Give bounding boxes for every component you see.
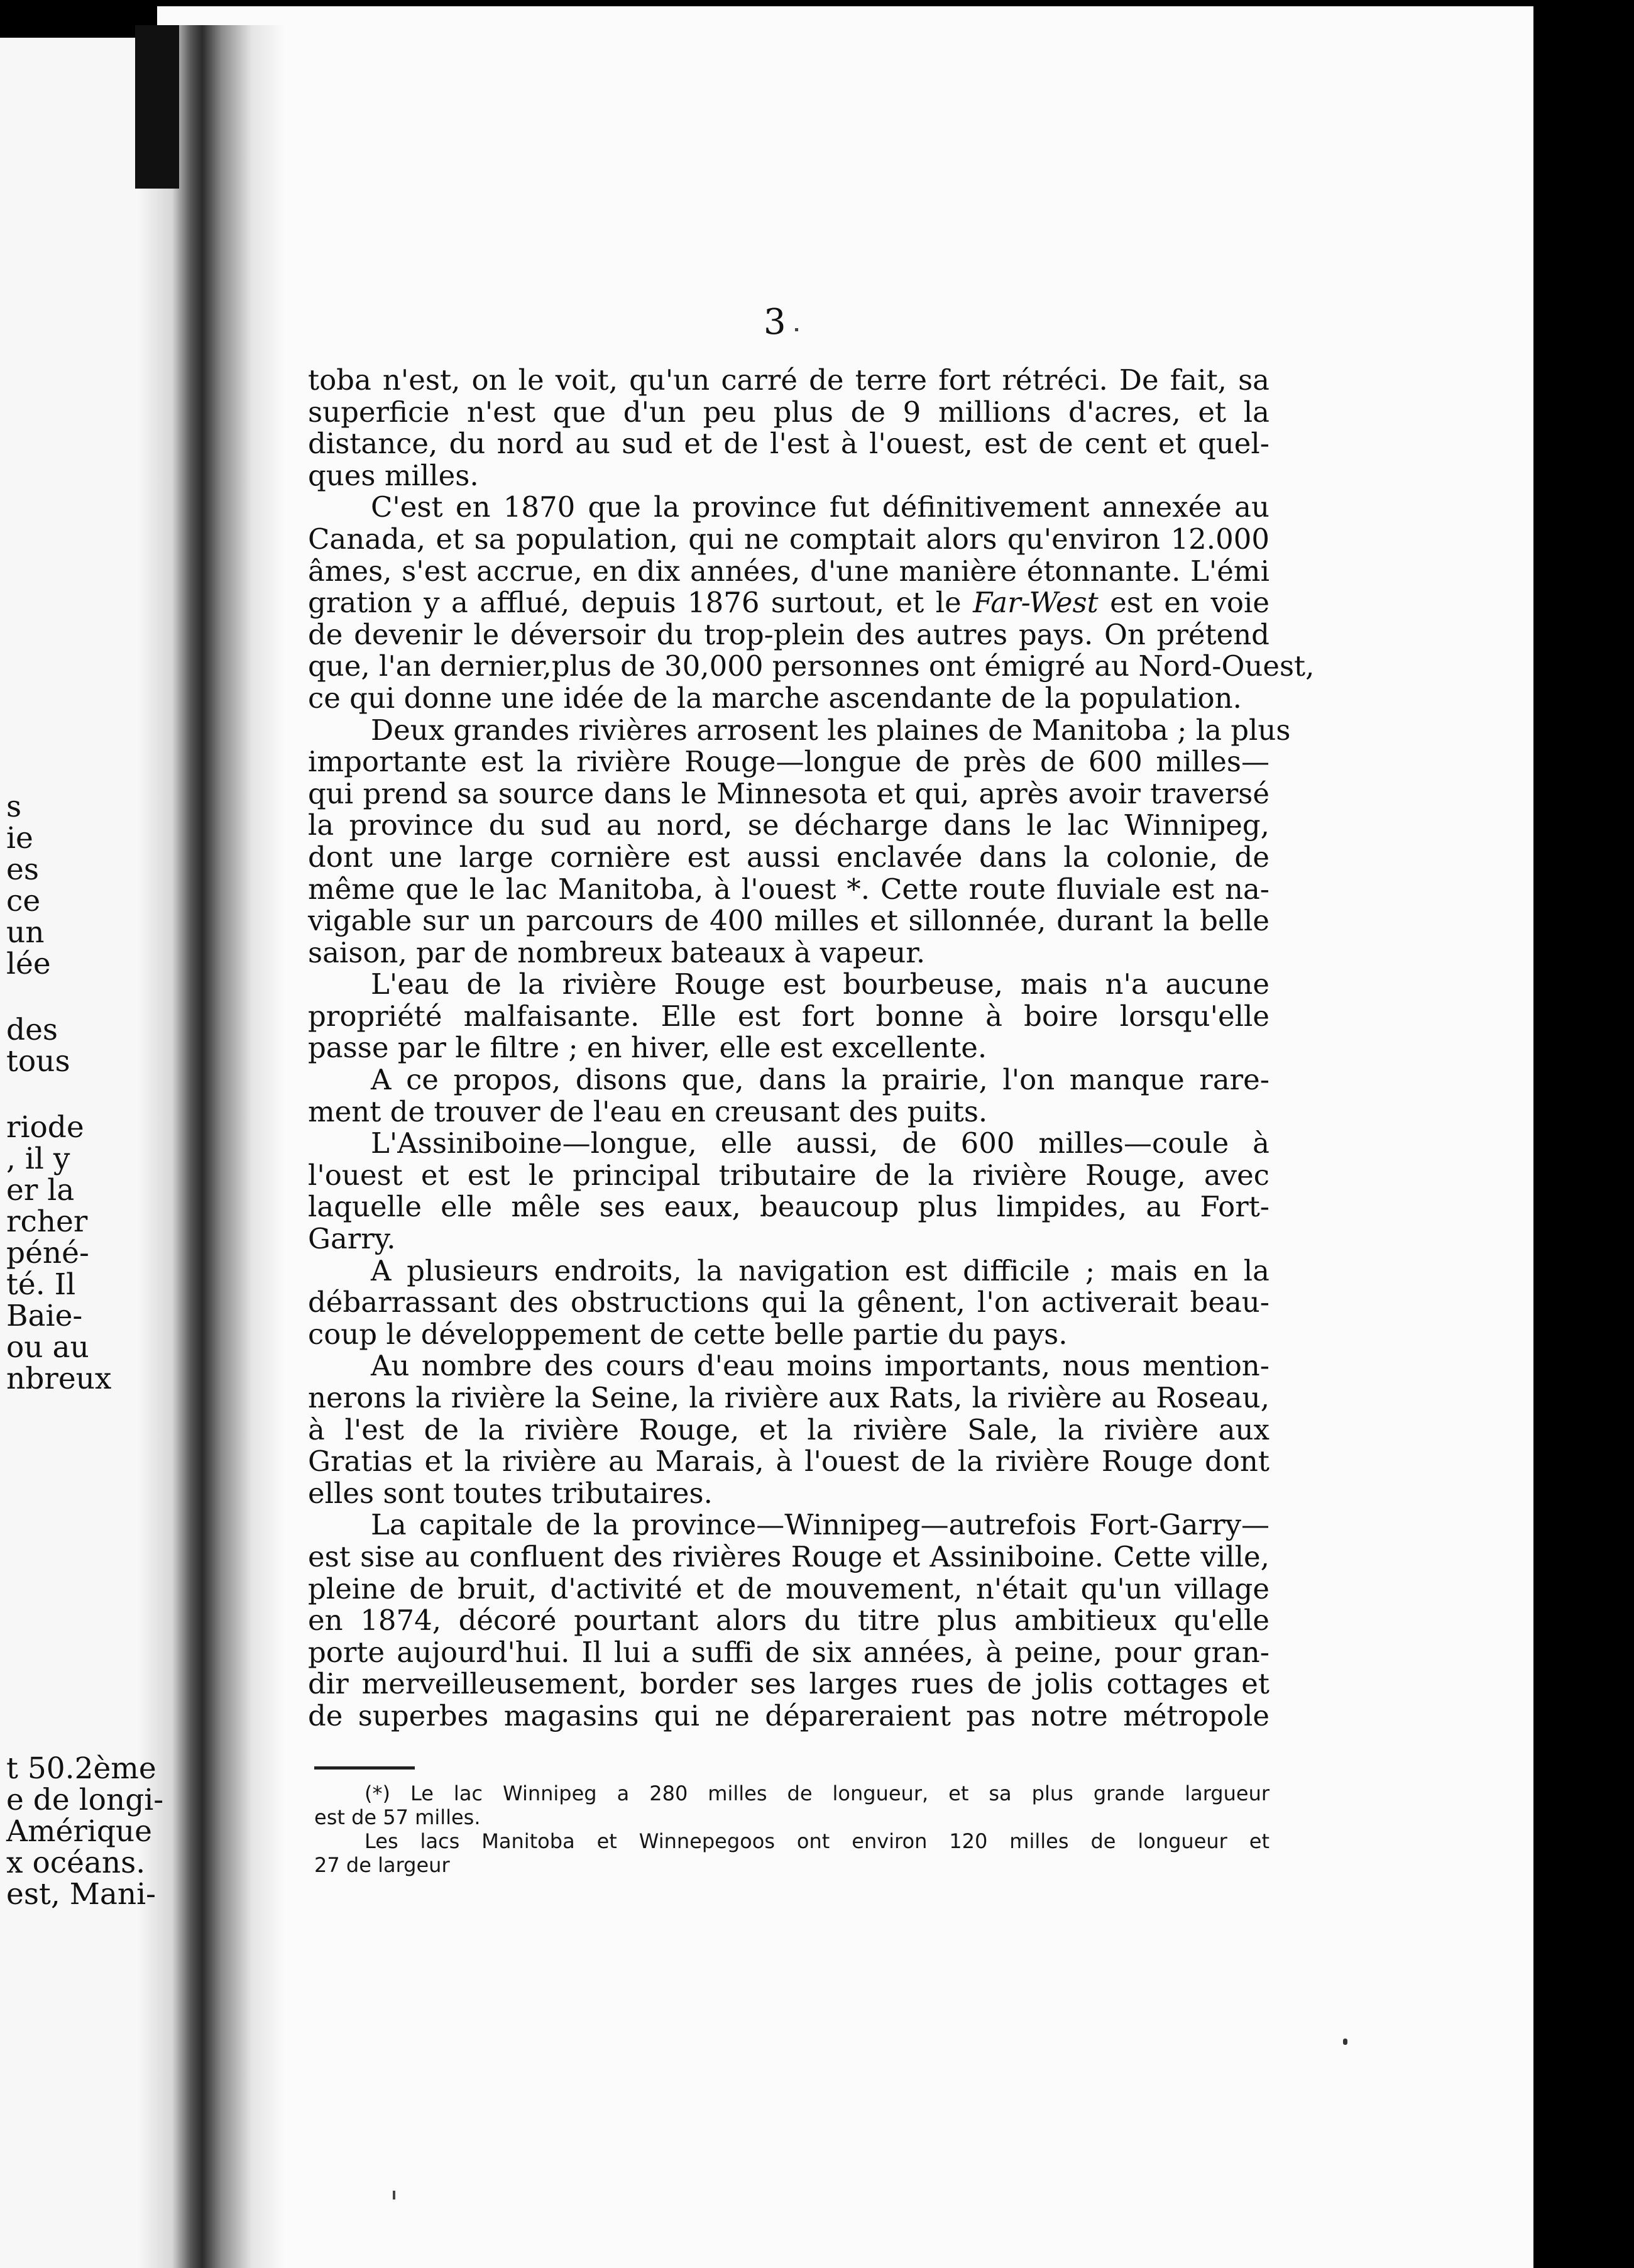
ink-speck xyxy=(795,328,798,331)
body-text xyxy=(308,363,1315,1732)
text-line: L'Assiniboine—longue, elle aussi, de 600 milles—coule à xyxy=(371,1126,1269,1160)
footnote-line: est de 57 milles. xyxy=(314,1805,481,1829)
left-fragment: tous xyxy=(6,1044,70,1079)
ink-speck xyxy=(393,2191,395,2199)
text-line: porte aujourd'hui. Il lui a suffi de six années, à peine, pour gran- xyxy=(308,1635,1269,1669)
italic-term: Far-West xyxy=(973,586,1099,620)
left-fragment: e de longi- xyxy=(6,1783,164,1817)
text-line: coup le développement de cette belle partie du pays. xyxy=(308,1317,1068,1351)
text-line: C'est en 1870 que la province fut définitivement annexée au xyxy=(371,490,1269,524)
left-fragment: ce xyxy=(6,884,41,918)
footnote-line: (*) Le lac Winnipeg a 280 milles de longueur, et sa plus grande largueur xyxy=(365,1781,1269,1805)
text-line: L'eau de la rivière Rouge est bourbeuse, mais n'a aucune xyxy=(371,967,1269,1001)
text-line: passe par le filtre ; en hiver, elle est excellente. xyxy=(308,1031,987,1065)
text-line: nerons la rivière la Seine, la rivière aux Rats, la rivière au Roseau, xyxy=(308,1381,1269,1414)
text-line: dont une large cornière est aussi enclavée dans la colonie, de xyxy=(308,840,1269,874)
left-fragment: ie xyxy=(6,821,33,856)
text-line: vigable sur un parcours de 400 milles et sillonnée, durant la belle xyxy=(308,904,1269,938)
text-line: superficie n'est que d'un peu plus de 9 millions d'acres, et la xyxy=(308,395,1269,429)
page-number: 3 xyxy=(764,302,786,343)
text-line: l'ouest et est le principal tributaire de la rivière Rouge, avec xyxy=(308,1158,1269,1192)
left-fragment: rcher xyxy=(6,1204,88,1239)
left-fragment: un xyxy=(6,915,45,950)
left-fragment: té. Il xyxy=(6,1267,76,1302)
text-line: Canada, et sa population, qui ne comptait alors qu'environ 12.000 xyxy=(308,522,1269,556)
left-fragment: es xyxy=(6,852,39,887)
text-line: de superbes magasins qui ne dépareraient pas notre métropole xyxy=(308,1698,1269,1732)
text-line: ce qui donne une idée de la marche ascendante de la population. xyxy=(308,681,1242,715)
footnotes xyxy=(314,1781,1269,1877)
text-line: Au nombre des cours d'eau moins importants, nous mention- xyxy=(371,1349,1269,1383)
left-fragment: est, Mani- xyxy=(6,1877,156,1912)
text-line: toba n'est, on le voit, qu'un carré de terre fort rétréci. De fait, sa xyxy=(308,363,1269,397)
text-line: de devenir le déversoir du trop-plein des autres pays. On prétend xyxy=(308,617,1269,651)
text-line: même que le lac Manitoba, à l'ouest *. Cette route fluviale est na- xyxy=(308,872,1269,906)
left-page-text-fragments xyxy=(0,0,189,2268)
text-line: A plusieurs endroits, la navigation est difficile ; mais en la xyxy=(371,1253,1269,1287)
text-line: ment de trouver de l'eau en creusant des puits. xyxy=(308,1094,988,1128)
left-fragment: des xyxy=(6,1013,58,1047)
text-line: importante est la rivière Rouge—longue de près de 600 milles— xyxy=(308,745,1269,779)
left-fragment: ou au xyxy=(6,1330,89,1365)
text-line: laquelle elle mêle ses eaux, beaucoup plus limpides, au Fort- xyxy=(308,1190,1269,1224)
text-line: Garry. xyxy=(308,1222,396,1256)
footnote-line: 27 de largeur xyxy=(314,1853,450,1877)
footnote-line: Les lacs Manitoba et Winnepegoos ont environ 120 milles de longueur et xyxy=(365,1829,1269,1853)
text-line: ques milles. xyxy=(308,458,479,492)
left-fragment: péné- xyxy=(6,1236,89,1270)
text-line: A ce propos, disons que, dans la prairie, l'on manque rare- xyxy=(371,1063,1269,1097)
text-line: à l'est de la rivière Rouge, et la rivière Sale, la rivière aux xyxy=(308,1412,1269,1446)
left-fragment: t 50.2ème xyxy=(6,1751,156,1786)
text-line: en 1874, décoré pourtant alors du titre plus ambitieux qu'elle xyxy=(308,1604,1269,1638)
text-line: gration y a afflué, depuis 1876 surtout, et le Far-West est en voie xyxy=(308,586,1269,620)
text-line: est sise au confluent des rivières Rouge et Assiniboine. Cette ville, xyxy=(308,1539,1269,1573)
left-fragment: nbreux xyxy=(6,1362,112,1396)
text-line: La capitale de la province—Winnipeg—autrefois Fort-Garry— xyxy=(371,1508,1269,1542)
left-fragment: riode xyxy=(6,1110,84,1145)
left-fragment: Baie- xyxy=(6,1299,83,1333)
text-line: la province du sud au nord, se décharge dans le lac Winnipeg, xyxy=(308,808,1269,842)
text-line: que, l'an dernier,plus de 30,000 personnes ont émigré au Nord-Ouest, xyxy=(308,649,1315,683)
text-line: Gratias et la rivière au Marais, à l'ouest de la rivière Rouge dont xyxy=(308,1445,1269,1478)
left-fragment: s xyxy=(6,790,22,824)
text-line: dir merveilleusement, border ses larges rues de jolis cottages et xyxy=(308,1667,1269,1701)
left-fragment: x océans. xyxy=(6,1846,146,1880)
left-fragment: , il y xyxy=(6,1142,70,1176)
text-line: propriété malfaisante. Elle est fort bonne à boire lorsqu'elle xyxy=(308,999,1269,1033)
left-fragment: er la xyxy=(6,1173,75,1208)
ink-speck xyxy=(1343,2039,1347,2045)
left-fragment: lée xyxy=(6,947,51,981)
text-line: pleine de bruit, d'activité et de mouvement, n'était qu'un village xyxy=(308,1572,1269,1605)
text-line: débarrassant des obstructions qui la gênent, l'on activerait beau- xyxy=(308,1285,1269,1319)
text-line: qui prend sa source dans le Minnesota et qui, après avoir traversé xyxy=(308,776,1269,810)
left-fragment: Amérique xyxy=(6,1814,152,1849)
text-line: Deux grandes rivières arrosent les plaines de Manitoba ; la plus xyxy=(371,713,1291,747)
text-line: distance, du nord au sud et de l'est à l'ouest, est de cent et quel- xyxy=(308,427,1269,461)
text-line: elles sont toutes tributaires. xyxy=(308,1476,713,1510)
footnote-rule xyxy=(314,1766,415,1770)
text-line: saison, par de nombreux bateaux à vapeur. xyxy=(308,935,926,969)
text-line: âmes, s'est accrue, en dix années, d'une manière étonnante. L'émi xyxy=(308,554,1269,588)
